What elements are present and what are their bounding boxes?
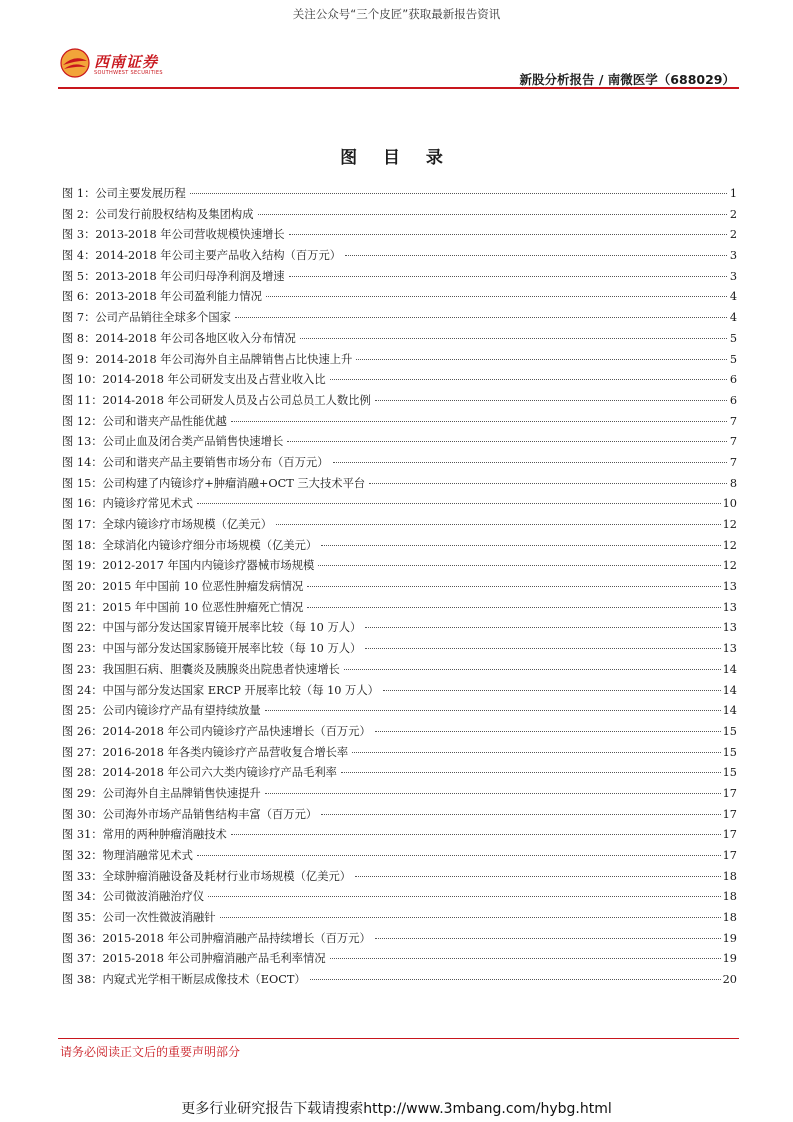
toc-entry[interactable] bbox=[62, 247, 737, 268]
toc-entry[interactable] bbox=[62, 599, 737, 620]
toc-entry[interactable] bbox=[62, 413, 737, 434]
toc-entry-label: 图 33：全球肿瘤消融设备及耗材行业市场规模（亿美元） bbox=[62, 869, 352, 883]
toc-entry-label: 图 32：物理消融常见术式 bbox=[62, 849, 193, 862]
disclaimer-notice: 请务必阅读正文后的重要声明部分 bbox=[60, 1045, 241, 1059]
toc-entry-page: 18 bbox=[722, 869, 737, 883]
toc-entry-page: 13 bbox=[722, 580, 737, 594]
toc-entry-page: 6 bbox=[729, 393, 737, 407]
toc-entry-page: 5 bbox=[729, 331, 737, 345]
toc-entry-label: 图 5：2013-2018 年公司归母净利润及增速 bbox=[62, 269, 285, 283]
toc-entry-page: 5 bbox=[729, 352, 737, 366]
page-title: 图 目 录 bbox=[340, 148, 453, 168]
toc-entry-page: 13 bbox=[722, 600, 737, 614]
toc-entry-page: 3 bbox=[729, 249, 737, 263]
toc-entry-page: 15 bbox=[722, 766, 737, 780]
toc-entry-page: 19 bbox=[722, 931, 737, 945]
toc-entry-page: 7 bbox=[729, 435, 737, 449]
toc-entry-page: 1 bbox=[729, 187, 737, 200]
toc-entry[interactable] bbox=[62, 661, 737, 682]
toc-entry-label: 图 9：2014-2018 年公司海外自主品牌销售占比快速上升 bbox=[62, 352, 353, 366]
toc-dot-leader bbox=[383, 690, 721, 691]
toc-entry-page: 4 bbox=[729, 311, 737, 325]
toc-entry-label: 图 1：公司主要发展历程 bbox=[62, 187, 186, 200]
toc-dot-leader bbox=[321, 814, 720, 815]
toc-entry-page: 18 bbox=[722, 890, 737, 904]
toc-entry[interactable] bbox=[62, 475, 737, 496]
toc-entry[interactable] bbox=[62, 288, 737, 309]
toc-entry[interactable] bbox=[62, 930, 737, 951]
toc-entry-page: 7 bbox=[729, 414, 737, 428]
toc-dot-leader bbox=[355, 876, 721, 877]
toc-entry-label: 图 28：2014-2018 年公司六大类内镜诊疗产品毛利率 bbox=[62, 766, 337, 780]
toc-dot-leader bbox=[197, 503, 721, 504]
header-divider bbox=[58, 87, 739, 89]
company-logo bbox=[60, 48, 180, 84]
toc-entry-label: 图 36：2015-2018 年公司肿瘤消融产品持续增长（百万元） bbox=[62, 931, 371, 945]
toc-entry-page: 17 bbox=[722, 807, 737, 821]
toc-entry[interactable] bbox=[62, 909, 737, 930]
toc-entry-label: 图 26：2014-2018 年公司内镜诊疗产品快速增长（百万元） bbox=[62, 724, 371, 738]
toc-entry-label: 图 7：公司产品销往全球多个国家 bbox=[62, 311, 231, 325]
toc-dot-leader bbox=[375, 938, 721, 939]
toc-entry[interactable] bbox=[62, 206, 737, 227]
toc-entry-page: 2 bbox=[729, 228, 737, 242]
toc-dot-leader bbox=[330, 379, 727, 380]
toc-entry-label: 图 13：公司止血及闭合类产品销售快速增长 bbox=[62, 435, 284, 449]
logo-name-cn: 西南证券 bbox=[94, 53, 159, 71]
toc-dot-leader bbox=[333, 462, 728, 463]
toc-entry[interactable] bbox=[62, 950, 737, 971]
toc-dot-leader bbox=[375, 400, 727, 401]
toc-entry-page: 13 bbox=[722, 621, 737, 635]
toc-entry-page: 14 bbox=[722, 683, 737, 697]
toc-entry-page: 20 bbox=[722, 973, 737, 987]
toc-entry-label: 图 19：2012-2017 年国内内镜诊疗器械市场规模 bbox=[62, 559, 315, 573]
toc-entry[interactable] bbox=[62, 744, 737, 765]
toc-entry-label: 图 22：中国与部分发达国家胃镜开展率比较（每 10 万人） bbox=[62, 621, 362, 635]
toc-dot-leader bbox=[235, 317, 727, 318]
toc-entry-label: 图 24：中国与部分发达国家 ERCP 开展率比较（每 10 万人） bbox=[62, 683, 379, 697]
toc-entry[interactable] bbox=[62, 764, 737, 785]
toc-entry-label: 图 17：全球内镜诊疗市场规模（亿美元） bbox=[62, 518, 273, 531]
toc-entry[interactable] bbox=[62, 537, 737, 558]
toc-entry-label: 图 20：2015 年中国前 10 位恶性肿瘤发病情况 bbox=[62, 580, 304, 594]
report-header: 新股分析报告 / 南微医学（688029） bbox=[519, 72, 735, 87]
toc-entry-label: 图 6：2013-2018 年公司盈利能力情况 bbox=[62, 290, 262, 304]
toc-dot-leader bbox=[208, 896, 720, 897]
toc-entry-page: 17 bbox=[722, 828, 737, 842]
toc-entry[interactable] bbox=[62, 392, 737, 413]
toc-entry[interactable] bbox=[62, 578, 737, 599]
toc-dot-leader bbox=[321, 545, 720, 546]
toc-entry-page: 12 bbox=[722, 538, 737, 552]
toc-dot-leader bbox=[356, 359, 727, 360]
toc-dot-leader bbox=[341, 772, 721, 773]
toc-entry[interactable] bbox=[62, 268, 737, 289]
toc-dot-leader bbox=[231, 421, 727, 422]
toc-entry[interactable] bbox=[62, 557, 737, 578]
toc-entry-page: 17 bbox=[722, 786, 737, 800]
toc-dot-leader bbox=[345, 255, 727, 256]
toc-dot-leader bbox=[289, 276, 727, 277]
toc-entry-label: 图 11：2014-2018 年公司研发人员及占公司总员工人数比例 bbox=[62, 393, 371, 407]
toc-entry-page: 19 bbox=[722, 952, 737, 966]
toc-entry-label: 图 10：2014-2018 年公司研发支出及占营业收入比 bbox=[62, 373, 326, 387]
toc-entry[interactable] bbox=[62, 619, 737, 640]
toc-entry[interactable] bbox=[62, 723, 737, 744]
toc-entry[interactable] bbox=[62, 847, 737, 868]
toc-dot-leader bbox=[266, 296, 727, 297]
toc-dot-leader bbox=[307, 586, 720, 587]
toc-entry-label: 图 15：公司构建了内镜诊疗+肿瘤消融+OCT 三大技术平台 bbox=[62, 476, 366, 490]
toc-entry-page: 8 bbox=[729, 476, 737, 490]
toc-entry-page: 6 bbox=[729, 373, 737, 387]
toc-entry[interactable] bbox=[62, 826, 737, 847]
toc-entry-label: 图 8：2014-2018 年公司各地区收入分布情况 bbox=[62, 331, 296, 345]
toc-entry[interactable] bbox=[62, 868, 737, 889]
toc-entry-page: 15 bbox=[722, 745, 737, 759]
toc-dot-leader bbox=[289, 234, 727, 235]
toc-entry-page: 10 bbox=[722, 497, 737, 511]
toc-entry[interactable] bbox=[62, 351, 737, 372]
toc-entry-label: 图 4：2014-2018 年公司主要产品收入结构（百万元） bbox=[62, 249, 342, 263]
logo-emblem-icon bbox=[60, 48, 90, 78]
toc-entry-label: 图 27：2016-2018 年各类内镜诊疗产品营收复合增长率 bbox=[62, 745, 349, 759]
toc-entry-page: 7 bbox=[729, 455, 737, 469]
toc-entry-label: 图 34：公司微波消融治疗仪 bbox=[62, 890, 205, 904]
toc-entry[interactable] bbox=[62, 226, 737, 247]
toc-entry-label: 图 23：中国与部分发达国家肠镜开展率比较（每 10 万人） bbox=[62, 642, 362, 656]
toc-dot-leader bbox=[287, 441, 727, 442]
toc-entry-label: 图 35：公司一次性微波消融针 bbox=[62, 911, 216, 925]
toc-dot-leader bbox=[365, 627, 720, 628]
toc-entry[interactable] bbox=[62, 682, 737, 703]
table-of-figures bbox=[62, 185, 737, 992]
toc-dot-leader bbox=[220, 917, 721, 918]
toc-entry-page: 18 bbox=[722, 911, 737, 925]
toc-entry[interactable] bbox=[62, 516, 737, 537]
toc-dot-leader bbox=[369, 483, 727, 484]
toc-dot-leader bbox=[307, 607, 720, 608]
toc-dot-leader bbox=[310, 979, 721, 980]
toc-entry-label: 图 18：全球消化内镜诊疗细分市场规模（亿美元） bbox=[62, 538, 318, 552]
toc-entry[interactable] bbox=[62, 702, 737, 723]
toc-entry-label: 图 38：内窥式光学相干断层成像技术（EOCT） bbox=[62, 973, 306, 987]
toc-entry-page: 14 bbox=[722, 662, 737, 676]
toc-entry[interactable] bbox=[62, 888, 737, 909]
toc-entry-label: 图 23：我国胆石病、胆囊炎及胰腺炎出院患者快速增长 bbox=[62, 662, 340, 676]
toc-entry-page: 15 bbox=[722, 724, 737, 738]
toc-entry[interactable] bbox=[62, 433, 737, 454]
toc-dot-leader bbox=[265, 710, 721, 711]
toc-entry-label: 图 30：公司海外市场产品销售结构丰富（百万元） bbox=[62, 807, 318, 821]
toc-entry-page: 3 bbox=[729, 269, 737, 283]
toc-entry-label: 图 25：公司内镜诊疗产品有望持续放量 bbox=[62, 704, 261, 718]
toc-entry-label: 图 37：2015-2018 年公司肿瘤消融产品毛利率情况 bbox=[62, 952, 326, 966]
toc-entry-page: 2 bbox=[729, 207, 737, 221]
toc-dot-leader bbox=[365, 648, 720, 649]
toc-entry-page: 14 bbox=[722, 704, 737, 718]
toc-dot-leader bbox=[258, 214, 727, 215]
toc-entry[interactable] bbox=[62, 309, 737, 330]
toc-entry[interactable] bbox=[62, 640, 737, 661]
toc-entry-label: 图 14：公司和谐夹产品主要销售市场分布（百万元） bbox=[62, 455, 329, 469]
toc-entry-page: 12 bbox=[722, 559, 737, 573]
toc-dot-leader bbox=[318, 565, 720, 566]
toc-entry[interactable] bbox=[62, 454, 737, 475]
toc-entry[interactable] bbox=[62, 495, 737, 516]
toc-dot-leader bbox=[352, 752, 720, 753]
toc-entry-label: 图 2：公司发行前股权结构及集团构成 bbox=[62, 207, 254, 221]
toc-entry-label: 图 3：2013-2018 年公司营收规模快速增长 bbox=[62, 228, 285, 242]
toc-entry[interactable] bbox=[62, 785, 737, 806]
toc-entry-label: 图 29：公司海外自主品牌销售快速提升 bbox=[62, 786, 261, 800]
toc-entry-page: 17 bbox=[722, 849, 737, 862]
toc-dot-leader bbox=[190, 193, 727, 194]
toc-entry[interactable] bbox=[62, 806, 737, 827]
toc-dot-leader bbox=[231, 834, 721, 835]
toc-entry[interactable] bbox=[62, 371, 737, 392]
toc-dot-leader bbox=[265, 793, 721, 794]
toc-entry-label: 图 31：常用的两种肿瘤消融技术 bbox=[62, 828, 227, 842]
promo-line: 更多行业研究报告下载请搜索http://www.3mbang.com/hybg.html bbox=[181, 1101, 612, 1117]
toc-entry[interactable] bbox=[62, 330, 737, 351]
toc-dot-leader bbox=[197, 855, 721, 856]
toc-dot-leader bbox=[375, 731, 721, 732]
toc-entry-label: 图 16：内镜诊疗常见术式 bbox=[62, 497, 193, 511]
toc-entry-page: 4 bbox=[729, 290, 737, 304]
toc-dot-leader bbox=[330, 958, 721, 959]
top-banner: 关注公众号“三个皮匠”获取最新报告资讯 bbox=[292, 7, 501, 21]
toc-entry-label: 图 12：公司和谐夹产品性能优越 bbox=[62, 414, 227, 428]
toc-entry-page: 12 bbox=[722, 518, 737, 531]
toc-entry[interactable] bbox=[62, 971, 737, 992]
toc-entry-page: 13 bbox=[722, 642, 737, 656]
footer-divider bbox=[58, 1038, 739, 1039]
toc-dot-leader bbox=[344, 669, 721, 670]
logo-name-en: SOUTHWEST SECURITIES bbox=[94, 70, 163, 76]
toc-dot-leader bbox=[300, 338, 727, 339]
toc-dot-leader bbox=[276, 524, 721, 525]
toc-entry[interactable] bbox=[62, 185, 737, 206]
toc-entry-label: 图 21：2015 年中国前 10 位恶性肿瘤死亡情况 bbox=[62, 600, 304, 614]
